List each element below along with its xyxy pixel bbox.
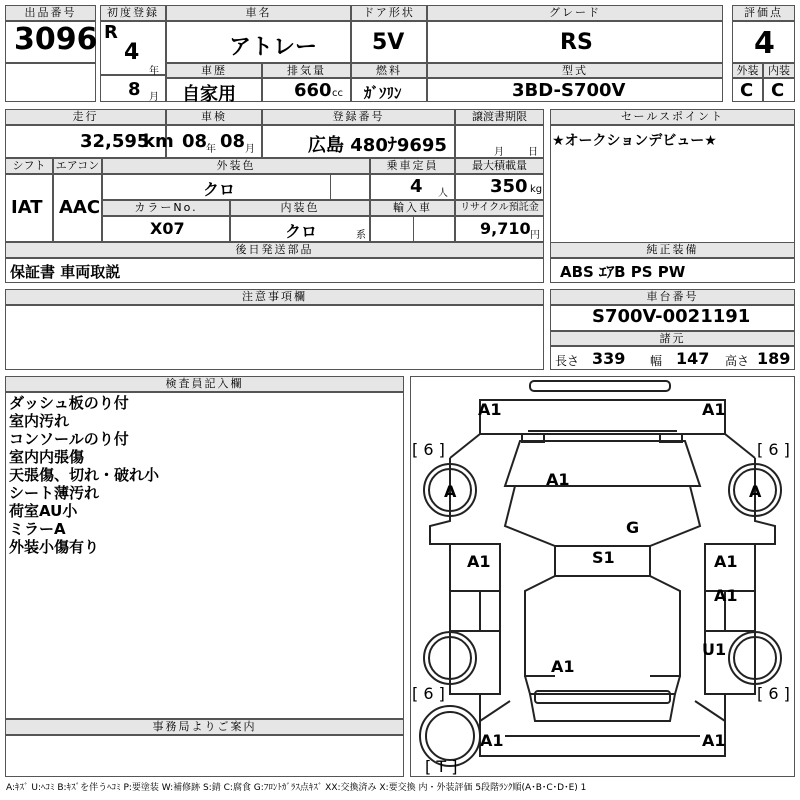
- door-label: ドア形状: [351, 5, 427, 21]
- fuel: ｶﾞｿﾘﾝ: [364, 84, 402, 102]
- lot-extra-cell: [5, 63, 96, 102]
- interior-color: クロ: [285, 222, 318, 241]
- inspector-note: シート薄汚れ: [9, 484, 100, 502]
- first-reg-month: 8: [128, 79, 141, 100]
- mark-left-front-door: A1: [467, 552, 491, 571]
- first-reg-era: R: [104, 22, 118, 43]
- color-no-label: カラーNo.: [102, 200, 230, 216]
- color-no: X07: [150, 219, 185, 238]
- later-parts-label: 後日発送部品: [5, 242, 544, 258]
- chassis-number: S700V-0021191: [592, 306, 751, 327]
- spec-label: 諸元: [550, 331, 795, 346]
- plate-number: 広島 480ﾅ9695: [308, 135, 447, 156]
- lot-number: 3096: [14, 22, 98, 57]
- recycle-fee: 9,710: [480, 219, 531, 238]
- transfer-month-unit: 月: [494, 147, 504, 158]
- sales-point-label: セールスポイント: [550, 109, 795, 125]
- mark-wheel-front-left: A: [444, 482, 457, 501]
- width: 147: [676, 349, 710, 368]
- plate-label: 登録番号: [262, 109, 455, 125]
- lot-number-label: 出品番号: [5, 5, 96, 21]
- capacity: 4: [410, 176, 423, 197]
- height: 189: [757, 349, 791, 368]
- interior-color-unit: 系: [356, 230, 366, 241]
- inspection-month: 08: [220, 131, 246, 152]
- damage-legend: A:ｷｽﾞ U:ﾍｺﾐ B:ｷｽﾞを伴うﾍｺﾐ P:要塗装 W:補修跡 S:錆 C:腐食 G:ﾌﾛﾝﾄｶﾞﾗｽ点ｷｽﾞ XX:交換済み X:要交換 内・外装評価 5段階ﾗﾝｸ順(A･B･C･D･E) 1: [6, 783, 587, 793]
- equipment: ABS ｴｱB PS PW: [560, 263, 686, 281]
- interior-grade: C: [771, 80, 785, 101]
- mark-front-left: A1: [478, 400, 502, 419]
- tire-depth-front-right: [ 6 ]: [757, 440, 790, 459]
- grade-label: グレード: [427, 5, 723, 21]
- car-name-label: 車名: [166, 5, 351, 21]
- car-name: アトレー: [229, 35, 318, 60]
- inspection-label: 車検: [166, 109, 262, 125]
- recycle-label: リサイクル預託金: [455, 200, 544, 216]
- exterior-color: クロ: [203, 180, 236, 199]
- door-type: 5V: [372, 30, 405, 55]
- chassis-label: 車台番号: [550, 289, 795, 305]
- inspector-note: 室内汚れ: [9, 412, 70, 430]
- inspector-notes-list: [9, 394, 159, 556]
- caution-cell: [5, 305, 544, 370]
- transfer-day-unit: 日: [528, 147, 538, 158]
- mark-right-rear-wheel: U1: [702, 640, 727, 659]
- tire-depth-rear-left: [ 6 ]: [412, 684, 445, 703]
- history: 自家用: [182, 84, 236, 105]
- office-notice-cell: [5, 735, 404, 777]
- inspector-note: 外装小傷有り: [9, 538, 100, 556]
- mark-right-rear-door: A1: [714, 586, 738, 605]
- displacement: 660: [294, 80, 332, 101]
- mileage-label: 走行: [5, 109, 166, 125]
- month-unit: 月: [149, 92, 159, 103]
- mileage-unit: km: [143, 131, 174, 152]
- length: 339: [592, 349, 626, 368]
- displacement-unit: cc: [332, 88, 343, 99]
- tire-depth-rear-right: [ 6 ]: [757, 684, 790, 703]
- fuel-label: 燃料: [351, 63, 427, 78]
- year-unit: 年: [149, 66, 159, 77]
- grade: RS: [560, 30, 593, 55]
- height-label: 高さ: [725, 354, 750, 368]
- inspection-year-unit: 年: [206, 144, 216, 155]
- ac: AAC: [59, 197, 101, 218]
- shift-label: シフト: [5, 158, 53, 174]
- inspector-note: 荷室AU小: [9, 502, 78, 520]
- inspector-note: 天張傷、切れ・破れ小: [9, 466, 160, 484]
- mileage: 32,595: [80, 131, 150, 152]
- exterior-color-subcell: [330, 174, 370, 200]
- mark-hood: A1: [546, 470, 570, 489]
- mark-rear-roof: A1: [551, 657, 575, 676]
- inspector-note: ダッシュ板のり付: [9, 394, 129, 412]
- max-load: 350: [490, 176, 528, 197]
- inspector-note: ミラーA: [9, 520, 66, 538]
- interior-grade-label: 内装: [763, 63, 795, 78]
- mark-front-right: A1: [702, 400, 726, 419]
- transfer-deadline-label: 譲渡書期限: [455, 109, 544, 125]
- capacity-label: 乗車定員: [370, 158, 455, 174]
- inspector-note: 室内内張傷: [9, 448, 85, 466]
- caution-label: 注意事項欄: [5, 289, 544, 305]
- score: 4: [754, 26, 775, 61]
- later-parts: 保証書 車両取説: [10, 263, 121, 281]
- exterior-color-label: 外装色: [102, 158, 370, 174]
- first-reg-year: 4: [124, 40, 140, 65]
- mark-roof: S1: [592, 548, 615, 567]
- history-label: 車歴: [166, 63, 262, 78]
- inspector-notes-label: 検査員記入欄: [5, 376, 404, 392]
- max-load-label: 最大積載量: [455, 158, 544, 174]
- displacement-label: 排気量: [262, 63, 351, 78]
- mark-right-front-door: A1: [714, 552, 738, 571]
- exterior-grade: C: [740, 80, 754, 101]
- length-label: 長さ: [555, 354, 580, 368]
- score-label: 評価点: [732, 5, 795, 21]
- first-reg-label: 初度登録: [100, 5, 166, 21]
- model-code: 3BD-S700V: [512, 80, 626, 101]
- trunk-tire-marker: [ T ]: [425, 757, 458, 776]
- mark-wheel-front-right: A: [749, 482, 762, 501]
- interior-color-label: 内装色: [230, 200, 370, 216]
- sales-point-text: ★オークションデビュー★: [552, 133, 717, 149]
- import-subcell: [413, 216, 455, 242]
- equipment-label: 純正装備: [550, 242, 795, 258]
- mark-rear-left: A1: [480, 731, 504, 750]
- width-label: 幅: [650, 354, 663, 368]
- capacity-unit: 人: [438, 188, 448, 199]
- shift: IAT: [11, 197, 43, 218]
- ac-label: エアコン: [53, 158, 102, 174]
- max-load-unit: kg: [530, 184, 543, 195]
- mark-rear-right: A1: [702, 731, 726, 750]
- import-label: 輸入車: [370, 200, 455, 216]
- car-diagram: [410, 376, 795, 777]
- tire-depth-front-left: [ 6 ]: [412, 440, 445, 459]
- model-label: 型式: [427, 63, 723, 78]
- mark-windshield: G: [626, 518, 640, 537]
- office-notice-label: 事務局よりご案内: [5, 719, 404, 735]
- recycle-unit: 円: [530, 230, 540, 241]
- inspection-month-unit: 月: [245, 144, 255, 155]
- exterior-grade-label: 外装: [732, 63, 763, 78]
- inspection-year: 08: [182, 131, 208, 152]
- inspector-note: コンソールのり付: [9, 430, 129, 448]
